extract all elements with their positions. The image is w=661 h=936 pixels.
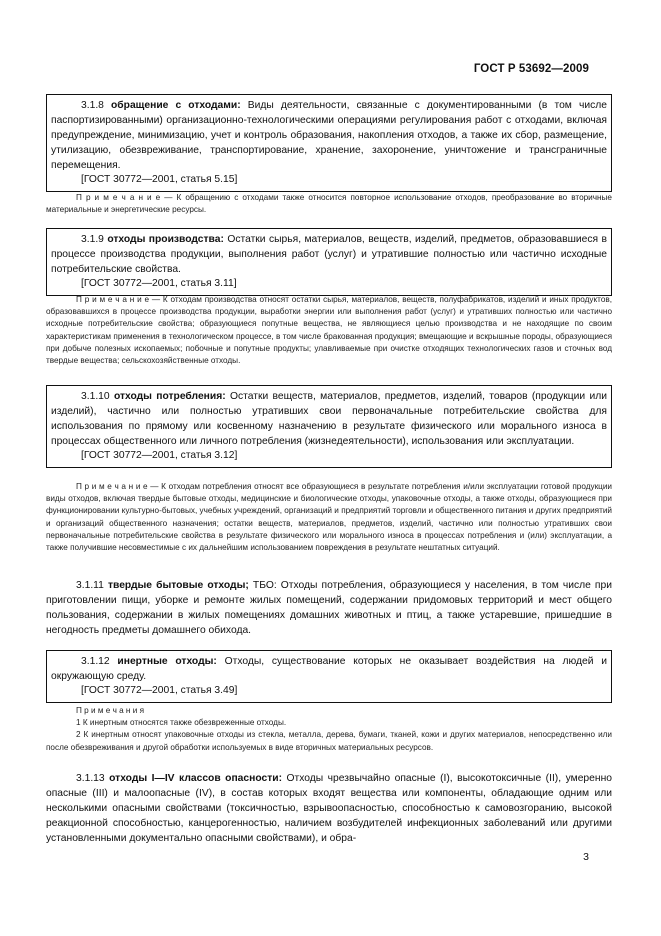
term-reference: [ГОСТ 30772—2001, статья 3.11] xyxy=(81,278,237,289)
term-number: 3.1.12 xyxy=(81,656,110,667)
term-reference: [ГОСТ 30772—2001, статья 3.12] xyxy=(81,450,238,461)
page-number: 3 xyxy=(583,851,589,863)
term-3-1-11 xyxy=(46,578,612,638)
term-number: 3.1.8 xyxy=(81,100,104,111)
term-number: 3.1.10 xyxy=(81,391,110,402)
term-text: Остатки сырья, материалов, веществ, изделий, предметов, образовавшиеся в процессе производства продукции, выполнения работ (услуг) и утратившие полностью или частично исходные потребительские свойства. xyxy=(51,234,607,275)
term-name: отходы потребления: xyxy=(113,391,226,402)
term-number: 3.1.11 xyxy=(76,580,104,591)
term-name: твердые бытовые отходы; xyxy=(107,580,249,591)
term-note xyxy=(46,294,612,367)
term-definition xyxy=(51,232,607,277)
term-box-3-1-8 xyxy=(46,94,612,192)
term-name: обращение с отходами: xyxy=(111,100,241,111)
note-text: К отходам потребления относят все образующиеся в результате потребления и/или эксплуатации готовой продукции виды отходов, включая твердые бытовые отходы, медицинские и биологические отходы, упаковочные отходы, а также отходы, образующиеся при функционировании культурно-бытовых, учебных учреждений, организаций и предприятий торговли и общественного питания и других предприятий и организаций общественного назначения; остатки веществ, материалов, предметов, изделий, частично или полностью утративших свои первоначальные потребительские свойства в результате физического или морального износа в процессах потребления и (или) эксплуатации, а также получившие несовместимые с их дальнейшим использованием повреждения в результате нештатных ситуаций. xyxy=(46,482,612,553)
term-definition xyxy=(51,389,607,449)
term-text: Отходы чрезвычайно опасные (I), высокотоксичные (II), умеренно опасные (III) и малоопасные (IV), в состав которых входят вещества или компоненты, обладающие одним или несколькими опасными свойствами (токсичностью, взрывоопасностью, способностью к самовозгоранию, высокой реакционной способностью, канцерогенностью, наличием возбудителей инфекционных заболеваний или другими установленными документально опасными свойствами), и обра- xyxy=(46,773,612,844)
term-text: Остатки веществ, материалов, предметов, изделий, товаров (продукции или изделий), частично или полностью утративших свои первоначальные потребительские свойства для использования по прямому или косвенному назначению в результате физического или морального износа в процессах общественного или личного потребления (жизнедеятельности), использования или эксплуатации. xyxy=(51,391,607,447)
term-text: Виды деятельности, связанные с документированными (в том числе паспортизированными) организационно-технологическими операциями регулирования работ с отходами, включая предупреждение, минимизацию, учет и контроль образования, накопления отходов, а также их сбор, размещение, утилизацию, обезвреживание, транспортирование, хранение, захоронение, уничтожение и трансграничные перемещения. xyxy=(51,100,607,171)
term-name: отходы I—IV классов опасности: xyxy=(109,773,283,784)
term-definition xyxy=(46,578,612,638)
term-3-1-13 xyxy=(46,771,612,846)
note-label: П р и м е ч а н и е — xyxy=(76,193,173,202)
document-header: ГОСТ Р 53692—2009 xyxy=(473,63,589,75)
term-note xyxy=(46,481,612,554)
term-box-3-1-12 xyxy=(46,650,612,703)
note-item-text: 2 К инертным относят упаковочные отходы из стекла, металла, дерева, бумаги, тканей, кожи и других материалов, непосредственно или после обезвреживания и другой обработки используемых в виде вторичных материальных ресурсов. xyxy=(46,730,612,752)
term-definition xyxy=(51,654,607,684)
notes-heading: П р и м е ч а н и я xyxy=(76,706,145,715)
note-text: К обращению с отходами также относится повторное использование отходов, преобразование во вторичные материальные и энергетические ресурсы. xyxy=(46,193,612,215)
term-reference: [ГОСТ 30772—2001, статья 3.49] xyxy=(81,685,238,696)
term-name: отходы производства: xyxy=(107,234,224,245)
term-text: Отходы, существование которых не оказывает воздействия на людей и окружающую среду. xyxy=(51,656,607,682)
note-label: П р и м е ч а н и е — xyxy=(76,482,159,491)
term-definition xyxy=(46,771,612,846)
term-box-3-1-10 xyxy=(46,385,612,468)
note-item: 1 К инертным относятся также обезвреженные отходы. xyxy=(76,718,287,728)
term-reference: [ГОСТ 30772—2001, статья 5.15] xyxy=(81,174,238,185)
term-definition xyxy=(51,98,607,173)
term-text: ТБО: Отходы потребления, образующиеся у населения, в том числе при приготовлении пищи, уборке и ремонте жилых помещений, содержании придомовых территорий и мест общего пользования, содержании в жилых помещениях домашних животных и птиц, а также устаревшие, пришедшие в негодность предметы домашнего обихода. xyxy=(46,580,612,636)
term-number: 3.1.13 xyxy=(76,773,105,784)
term-notes xyxy=(46,705,612,754)
note-text: К отходам производства относят остатки сырья, материалов, веществ, полуфабрикатов, изделий и иных продуктов, образовавшихся в процессе производства продукции, выработки энергии или выполнения работ (услуг) и утративших полностью или частично исходные потребительские свойства; образующиеся попутные вещества, не являющиеся целью производства и не находящие по своим характеристикам применения в технологическом процессе, в том числе бракованная продукция; вмещающие и вскрышные породы, образующиеся при добыче полезных ископаемых; побочные и попутные продукты; улавливаемые при очистке отходящих технологических газов и сточных вод твердые вещества; сельскохозяйственные отходы. xyxy=(46,295,612,366)
term-note xyxy=(46,192,612,216)
note-item xyxy=(46,729,612,753)
term-number: 3.1.9 xyxy=(81,234,104,245)
term-box-3-1-9 xyxy=(46,228,612,296)
note-label: П р и м е ч а н и е — xyxy=(76,295,161,304)
term-name: инертные отходы: xyxy=(117,656,217,667)
